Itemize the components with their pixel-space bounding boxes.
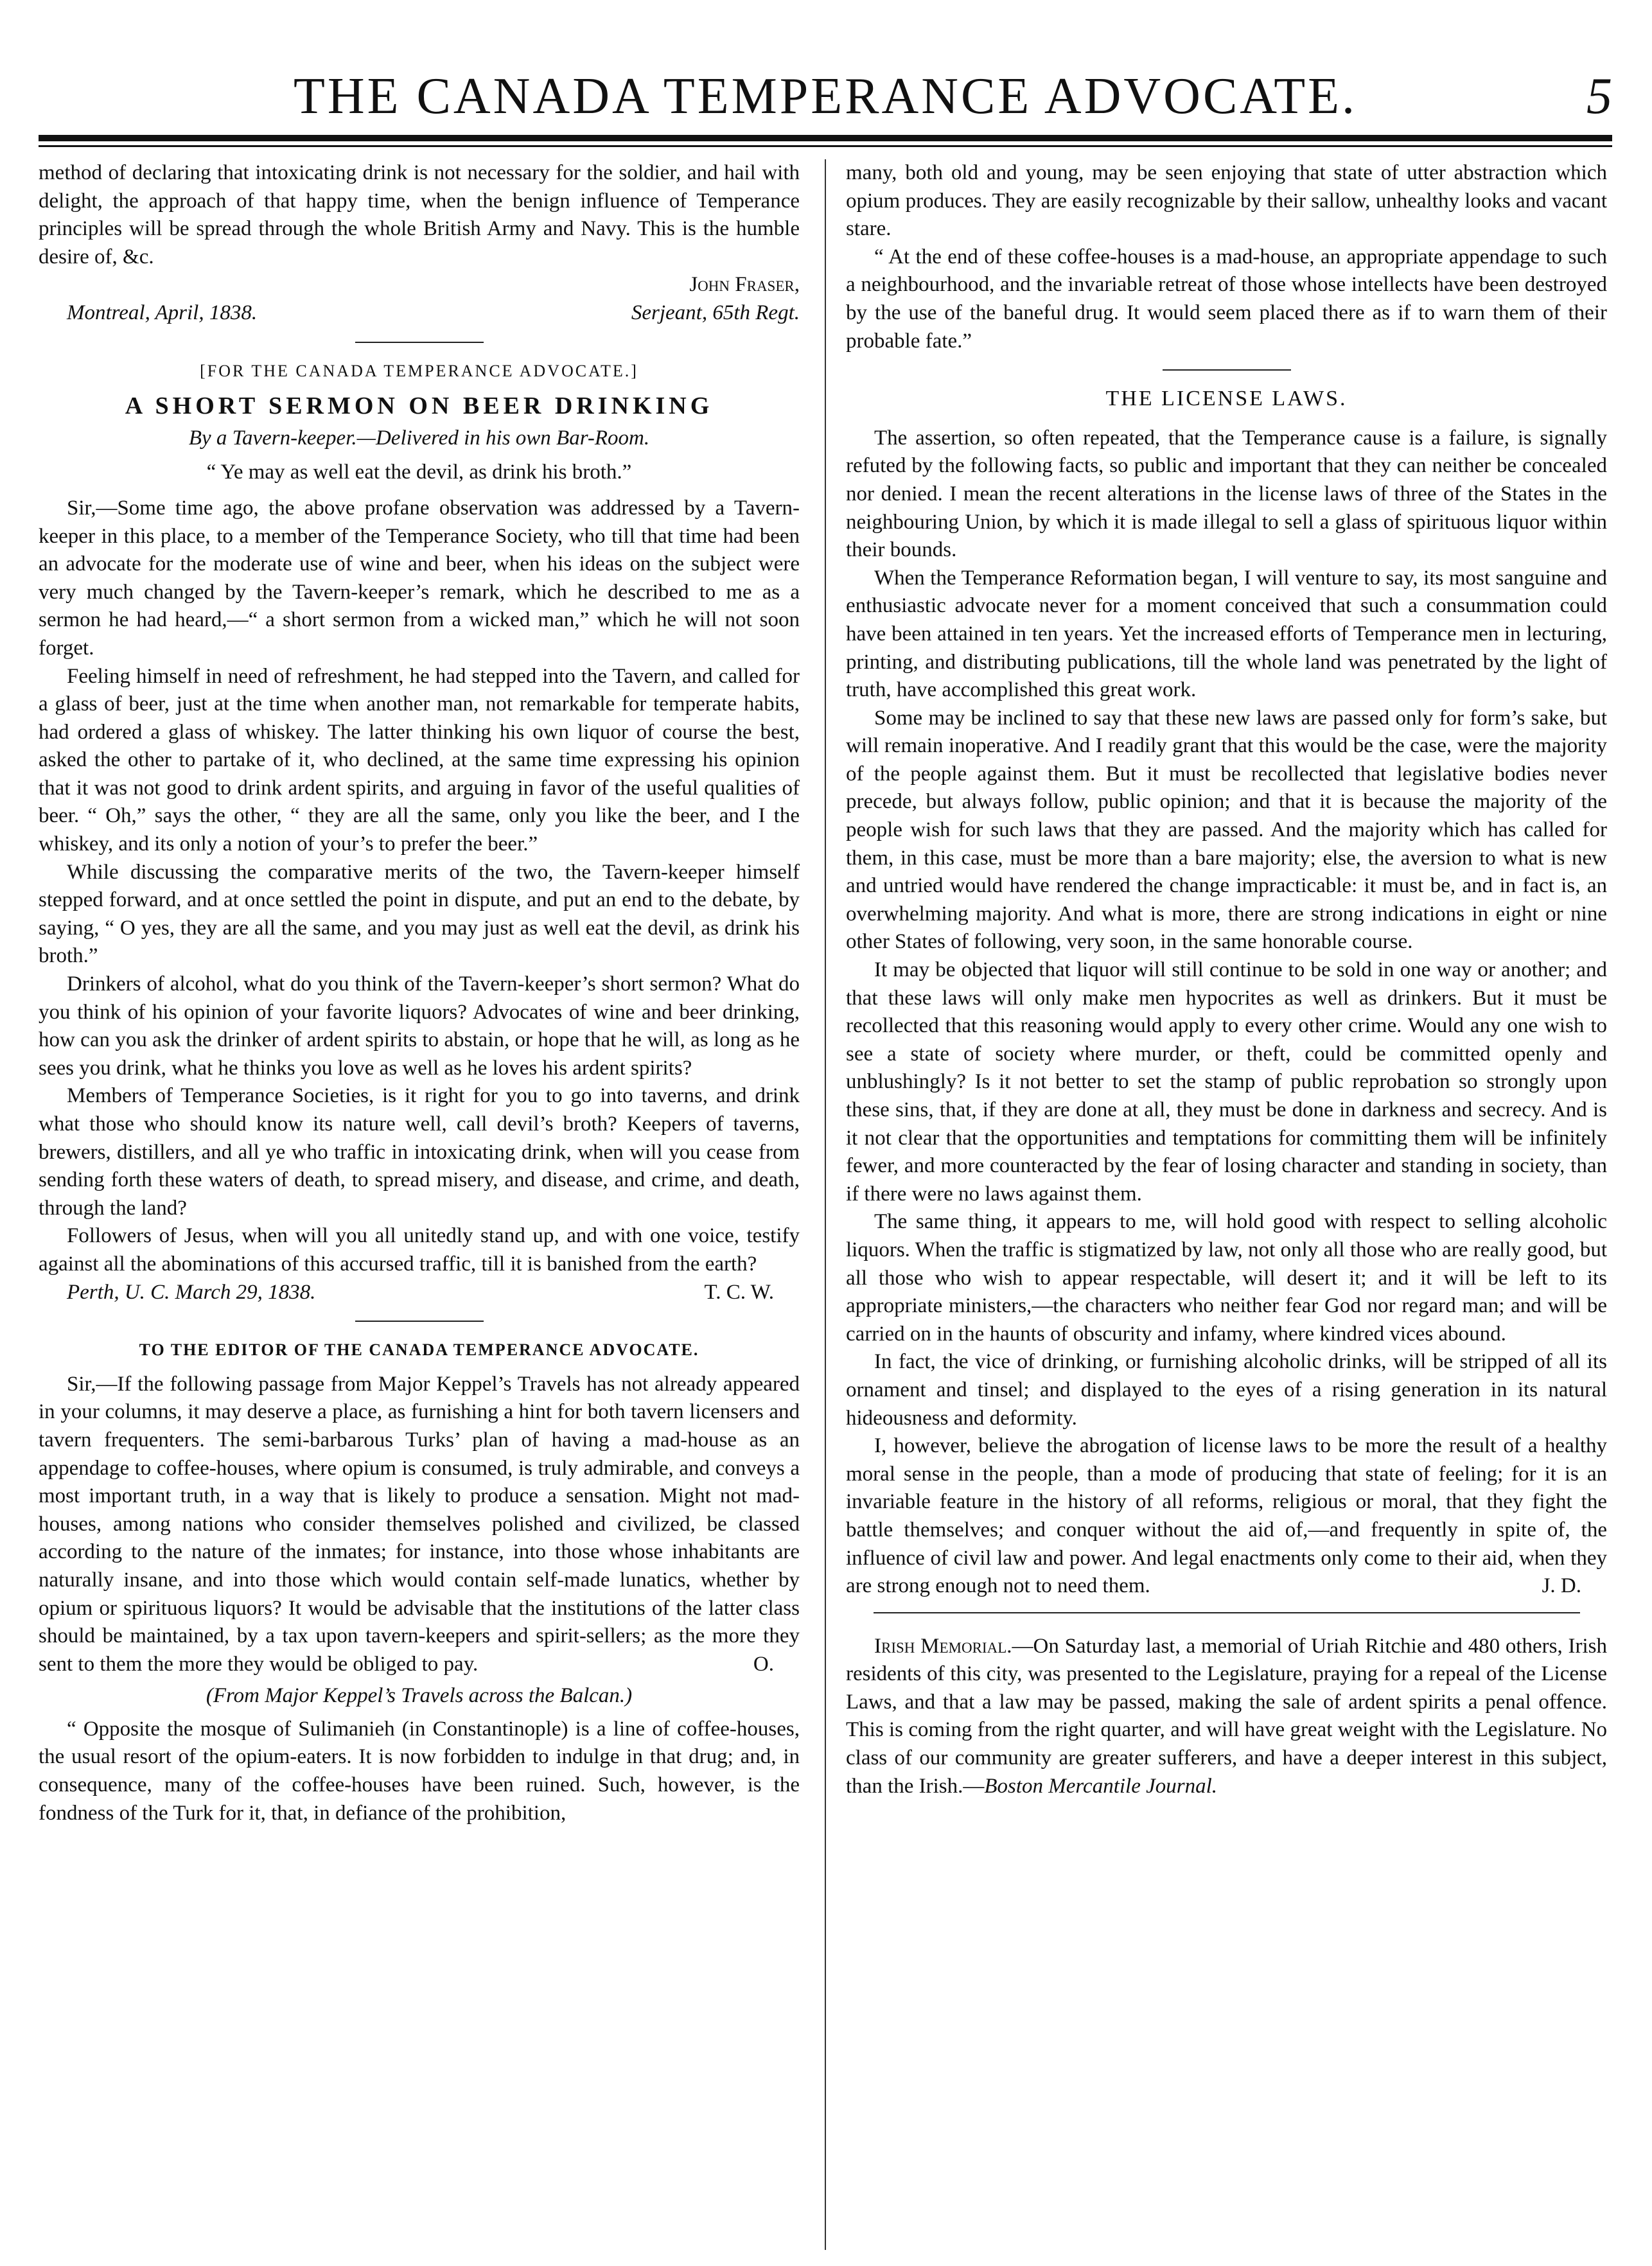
section-separator	[355, 1321, 484, 1322]
intro-place: Montreal, April, 1838.	[67, 301, 258, 324]
memorial-source: Boston Mercantile Journal.	[984, 1774, 1218, 1798]
license-paragraph: In fact, the vice of drinking, or furnishing alcoholic drinks, will be stripped of all its ornament and tinsel; and displayed to the eyes of a rising generation in its natural hideousness and deformity.	[846, 1350, 1607, 1430]
section-separator	[355, 342, 484, 343]
column-divider	[825, 159, 826, 2250]
right-column	[846, 159, 1607, 2253]
license-signer: J. D.	[1542, 1574, 1581, 1598]
license-paragraph: The assertion, so often repeated, that the Temperance cause is a failure, is signally refuted by the following facts, so public and important that they can neither be concealed nor denied. I mean the recent alterations in the license laws of three of the States in the neighbouring Union, by which it is made illegal to sell a glass of spirituous liquor within their bounds.	[846, 426, 1607, 562]
for-label: [FOR THE CANADA TEMPERANCE ADVOCATE.]	[200, 361, 638, 380]
sermon-paragraph: Drinkers of alcohol, what do you think of the Tavern-keeper’s short sermon? What do you think of his opinion of your favorite liquors? Advocates of wine and beer drinking, how can you ask the drinker of ardent spirits to abstain, or hope that he will, as long as he sees you drink, what he thinks you love as well as he loves his ardent spirits?	[39, 972, 800, 1080]
editor-paragraph-text: Sir,—If the following passage from Major Keppel’s Travels has not already appeared in your columns, it may deserve a place, as furnishing a hint for both tavern licensers and tavern frequenters. The semi-barbarous Turks’ plan of having a mad-house as an appendage to coffee-houses, where opium is consumed, is truly admirable, and conveys a most important truth, in a way that is likely to produce a sensation. Might not mad-houses, among nations who consider themselves polished and civilized, be classed according to the nature of the inmates; for instance, into those whose inhabitants are naturally insane, and into those which would contain self-made lunatics, whether by opium or spirituous liquors? It would be advisable that the institutions of the latter class should be maintained, by a tax upon tavern-keepers and spirit-sellers; as the more they sent to them the more they would be obliged to pay.	[39, 1372, 800, 1676]
intro-signer: John Fraser,	[689, 273, 800, 297]
editor-label: TO THE EDITOR OF THE CANADA TEMPERANCE ADVOCATE.	[139, 1340, 699, 1360]
page-number: 5	[1586, 68, 1612, 125]
license-paragraph: Some may be inclined to say that these new laws are passed only for form’s sake, but will remain inoperative. And I readily grant that this would be the case, were the majority of the people against them. But it must be recollected that legislative bodies never precede, but always follow, public opinion; and that it is because the majority of the people wish for such laws that they are passed. And the majority which has called for them, in this case, must be more than a bare majority; else, the aversion to what is new and untried would have rendered the change impracticable: it must be, and in fact is, an overwhelming majority. And what is more, there are strong indications in eight or nine other States of following, very soon, in the same honorable course.	[846, 706, 1607, 954]
sermon-title: A SHORT SERMON ON BEER DRINKING	[125, 392, 714, 420]
memorial-lead: Irish Memorial.	[874, 1634, 1012, 1658]
license-paragraph-text: I, however, believe the abrogation of license laws to be more the result of a healthy moral sense in the people, than a mode of producing that state of feeling; for it is an invariable feature in the history of all reforms, religious or moral, that they fight the battle themselves; and conquer without the aid of,—and frequently in spite of, the influence of civil law and power. And legal enactments only come to their aid, when they are strong enough not to need them.	[846, 1434, 1607, 1598]
memorial-paragraph	[846, 1633, 1607, 1801]
intro-paragraph: method of declaring that intoxicating drink is not necessary for the soldier, and hail with delight, the approach of that happy time, when the benign influence of Temperance principles will be spread through the whole British Army and Navy. This is the humble desire of, &c.	[39, 161, 800, 268]
section-separator	[1163, 369, 1291, 371]
editor-signer: O.	[753, 1652, 774, 1676]
sermon-epigraph: “ Ye may as well eat the devil, as drink his broth.”	[206, 461, 632, 484]
sermon-paragraph: Sir,—Some time ago, the above profane observation was addressed by a Tavern-keeper in this place, to a member of the Temperance Society, who till that time had been an advocate for the moderate use of wine and beer, when his ideas on the subject were very much changed by the Tavern-keeper’s remark, which he described to me as a sermon he had heard,—“ a short sermon from a wicked man,” which he will not soon forget.	[39, 496, 800, 660]
sermon-paragraph-text: Followers of Jesus, when will you all unitedly stand up, and with one voice, testify against all the abominations of this accursed traffic, till it is banished from the earth?	[39, 1224, 800, 1276]
license-paragraph: When the Temperance Reformation began, I will venture to say, its most sanguine and enthusiastic advocate never for a moment conceived that such a consummation could have been attained in ten years. Yet the increased efforts of Temperance men in lecturing, printing, and distributing publications, till the whole land was penetrated by the light of truth, have accomplished this great work.	[846, 566, 1607, 702]
license-paragraph-last	[846, 1432, 1607, 1601]
masthead	[39, 64, 1612, 128]
sermon-paragraph: While discussing the comparative merits of the two, the Tavern-keeper himself stepped forward, and at once settled the point in dispute, and put an end to the debate, by saying, “ O yes, they are all the same, and you may just as well eat the devil, as drink his broth.”	[39, 860, 800, 968]
intro-place-line	[39, 299, 800, 328]
sermon-paragraph: Members of Temperance Societies, is it right for you to go into taverns, and drink what those who should know its nature well, call devil’s broth? Keepers of taverns, brewers, distillers, and all ye who traffic in intoxicating drink, when will you cease from sending forth these waters of death, to spread misery, and disease, and crime, and death, through the land?	[39, 1084, 800, 1220]
left-column	[39, 159, 800, 2253]
section-separator-long	[874, 1612, 1580, 1613]
license-paragraph: It may be objected that liquor will still continue to be sold in one way or another; and that these laws will only make men hypocrites as well as drinkers. But it must be recollected that this reasoning would apply to every other crime. Would any one wish to see a state of society where murder, or theft, could be committed openly and unblushingly? Is it not better to set the stamp of public reprobation so strongly upon these sins, that, if they are done at all, they must be done in darkness and secrecy. And is it not clear that the opportunities and temptations for committing them will be infinitely fewer, and more counteracted by the fear of losing character and standing in society, than if there were no laws against them.	[846, 958, 1607, 1206]
license-paragraph: The same thing, it appears to me, will hold good with respect to selling alcoholic liquors. When the traffic is stigmatized by law, not only all those who are really good, but all those who wish to appear respectable, will desert it; and it will be left to its appropriate ministers,—the characters who neither fear God nor regard man; and will be carried on in the haunts of obscurity and infamy, where kindred vices abound.	[846, 1210, 1607, 1346]
masthead-rule-thin	[39, 145, 1612, 147]
sermon-paragraph: Feeling himself in need of refreshment, he had stepped into the Tavern, and called for a glass of beer, just at the time when another man, not remarkable for temperate habits, had ordered a glass of whiskey. The latter thinking his own liquor of course the best, asked the other to partake of it, who declined, at the same time expressing his opinion that it was not good to drink ardent spirits, and arguing in favor of the useful qualities of beer. “ Oh,” says the other, “ they are all the same, only you like the beer, and I the whiskey, and its only a notion of your’s to prefer the beer.”	[39, 664, 800, 856]
keppel-source: (From Major Keppel’s Travels across the Balcan.)	[206, 1684, 633, 1708]
editor-paragraph	[39, 1371, 800, 1679]
keppel-paragraph: “ Opposite the mosque of Sulimanieh (in Constantinople) is a line of coffee-houses, the usual resort of the opium-eaters. It is now forbidden to indulge in that drug; and, in consequence, many of the coffee-houses have been ruined. Such, however, is the fondness of the Turk for it, that, in defiance of the prohibition,	[39, 1717, 800, 1825]
masthead-title: THE CANADA TEMPERANCE ADVOCATE.	[294, 68, 1357, 125]
memorial-text: —On Saturday last, a memorial of Uriah Ritchie and 480 others, Irish residents of this city, was presented to the Legislature, praying for a repeal of the License Laws, and that a law may be passed, making the sale of ardent spirits a penal offence. This is coming from the right quarter, and will have great weight with the Legislature. No class of our community are greater sufferers, and have a deeper interest in this subject, than the Irish.—	[846, 1634, 1607, 1798]
sermon-dateline: Perth, U. C. March 29, 1838.	[67, 1280, 316, 1304]
sermon-byline: By a Tavern-keeper.—Delivered in his own Bar-Room.	[188, 426, 650, 450]
masthead-rule-thick	[39, 135, 1612, 141]
intro-rank: Serjeant, 65th Regt.	[631, 301, 800, 324]
intro-signature-line	[39, 271, 800, 299]
keppel-continuation-2: “ At the end of these coffee-houses is a mad-house, an appropriate appendage to such a neighbourhood, and the invariable retreat of those whose intellects have been destroyed by the use of the baneful drug. It would seem placed there as if to warn them of their probable fate.”	[846, 245, 1607, 353]
keppel-continuation: many, both old and young, may be seen enjoying that state of utter abstraction which opium produces. They are easily recognizable by their sallow, unhealthy looks and vacant stare.	[846, 161, 1607, 241]
license-title: THE LICENSE LAWS.	[1105, 387, 1348, 411]
sermon-signer: T. C. W.	[704, 1280, 774, 1304]
